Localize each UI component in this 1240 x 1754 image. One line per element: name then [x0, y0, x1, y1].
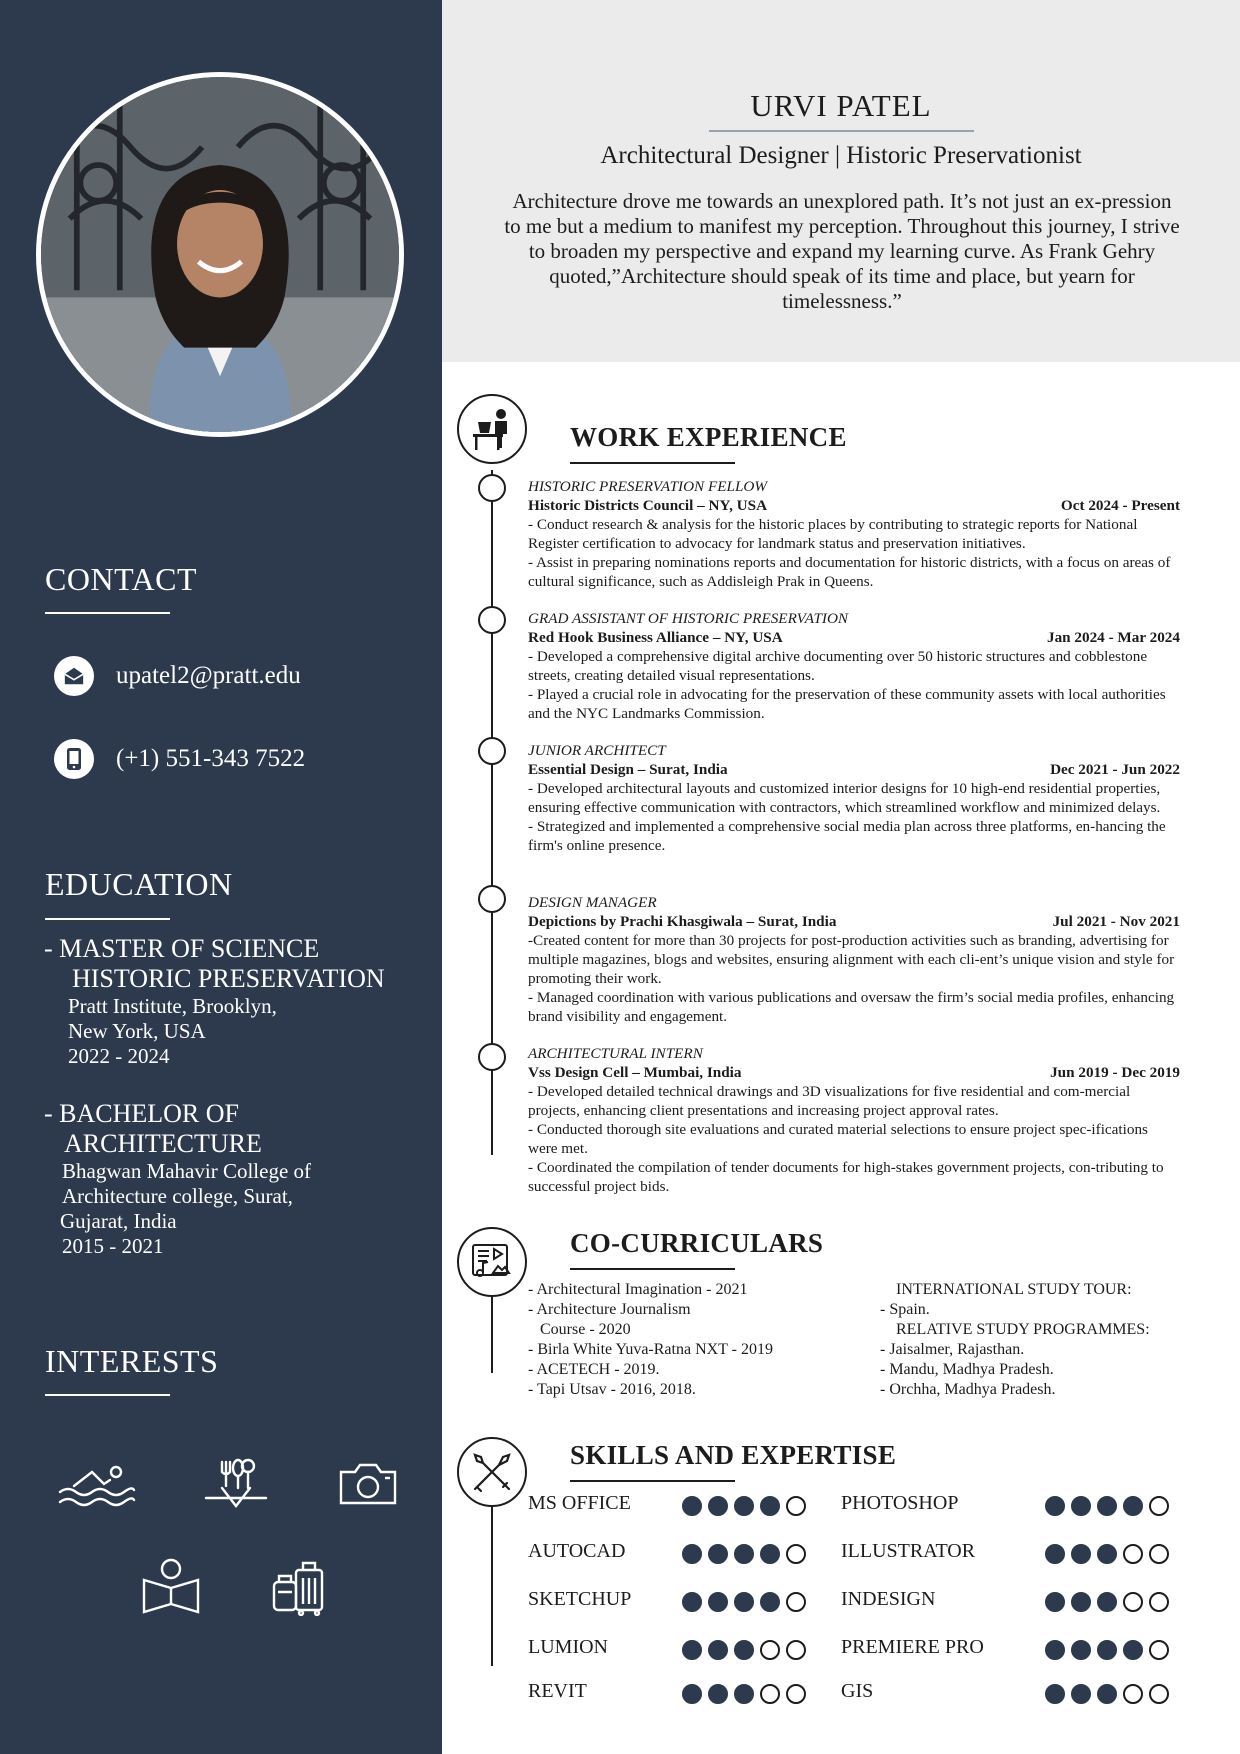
phone-number: (+1) 551-343 7522	[116, 745, 306, 772]
rating-dot-filled	[734, 1496, 754, 1516]
job-entry	[528, 741, 1180, 855]
skills-heading: SKILLS AND EXPERTISE	[570, 1440, 897, 1470]
skill-rating	[1045, 1684, 1169, 1704]
job-organization: Red Hook Business Alliance – NY, USA	[528, 629, 783, 646]
rating-dot-filled	[1071, 1592, 1091, 1612]
rating-dot-filled	[1045, 1684, 1065, 1704]
job-bullet: - Developed a comprehensive digital archive documenting over 50 historic structures and cobblestone streets, creating detailed visual representations.	[528, 648, 1148, 684]
rating-dot-empty	[786, 1496, 806, 1516]
job-bullet: - Coordinated the compilation of tender documents for high-stakes government projects, con-tributing to successful project bids.	[528, 1159, 1164, 1195]
school-name: Bhagwan Mahavir College of	[62, 1159, 312, 1183]
rating-dot-empty	[1149, 1684, 1169, 1704]
rating-dot-filled	[708, 1544, 728, 1564]
skill-name: PHOTOSHOP	[841, 1492, 959, 1514]
rating-dot-filled	[1045, 1544, 1065, 1564]
phone-icon	[54, 739, 94, 779]
job-dates: Jan 2024 - Mar 2024	[1046, 629, 1180, 646]
job-role: HISTORIC PRESERVATION FELLOW	[528, 478, 768, 495]
timeline-dot	[478, 737, 506, 765]
rating-dot-empty	[786, 1684, 806, 1704]
work-desk-icon	[457, 394, 527, 464]
job-organization: Essential Design – Surat, India	[528, 761, 728, 778]
job-dates: Dec 2021 - Jun 2022	[1050, 761, 1180, 778]
rating-dot-empty	[786, 1544, 806, 1564]
job-bullet: - Assist in preparing nominations reports and documentation for historic districts, with a focus on areas of cultural significance, such as Addisleigh Prak in Queens.	[528, 554, 1171, 590]
rating-dot-filled	[1123, 1640, 1143, 1660]
name-underline	[709, 130, 974, 132]
rating-dot-filled	[682, 1496, 702, 1516]
skill-name: ILLUSTRATOR	[841, 1540, 976, 1562]
job-dates: Jun 2019 - Dec 2019	[1050, 1064, 1180, 1081]
rating-dot-filled	[682, 1544, 702, 1564]
school-location: New York, USA	[68, 1019, 206, 1043]
skill-name: PREMIERE PRO	[841, 1636, 984, 1658]
rating-dot-filled	[1123, 1496, 1143, 1516]
skill-name: AUTOCAD	[528, 1540, 626, 1562]
skill-name: LUMION	[528, 1636, 608, 1658]
education-item-masters	[44, 934, 385, 1069]
rating-dot-filled	[760, 1592, 780, 1612]
rating-dot-empty	[1123, 1592, 1143, 1612]
skill-rating	[682, 1496, 806, 1516]
skill-rating	[682, 1640, 806, 1660]
skill-rating	[682, 1544, 806, 1564]
degree-title: - MASTER OF SCIENCE	[44, 934, 320, 963]
cocurricular-list-right: INTERNATIONAL STUDY TOUR: - Spain. RELATIVE STUDY PROGRAMMES: - Jaisalmer, Rajasthan. - Mandu, Madhya Pradesh. - Orchha, Madhya Pradesh.	[880, 1281, 1150, 1398]
rating-dot-empty	[1123, 1544, 1143, 1564]
sidebar	[0, 0, 442, 1754]
rating-dot-empty	[1123, 1684, 1143, 1704]
skill-rating	[682, 1592, 806, 1612]
work-experience-heading: WORK EXPERIENCE	[570, 422, 847, 452]
school-location: Architecture college, Surat,	[62, 1184, 293, 1208]
rating-dot-filled	[1071, 1640, 1091, 1660]
rating-dot-filled	[734, 1544, 754, 1564]
degree-title: - BACHELOR OF	[44, 1099, 240, 1128]
job-dates: Oct 2024 - Present	[1060, 497, 1180, 514]
job-entry	[528, 1044, 1180, 1196]
rating-dot-filled	[1071, 1496, 1091, 1516]
job-bullet: - Managed coordination with various publications and oversaw the firm’s social media profiles, enhancing brand visibility and engagement.	[528, 989, 1175, 1025]
job-bullet: -Created content for more than 30 projects for post-production activities such as branding, advertising for multiple magazines, blogs and websites, ensuring alignment with each cli-ent’s unique vision and style for promoting their work.	[528, 932, 1175, 987]
rating-dot-filled	[760, 1544, 780, 1564]
job-bullet: - Played a crucial role in advocating for the preservation of these community assets with local authorities and the NYC Landmarks Commission.	[528, 686, 1166, 722]
rating-dot-filled	[734, 1684, 754, 1704]
timeline-dot	[478, 474, 506, 502]
education-heading: EDUCATION	[45, 866, 233, 902]
interests-heading: INTERESTS	[45, 1343, 219, 1379]
job-entry	[528, 477, 1180, 591]
rating-dot-filled	[682, 1684, 702, 1704]
rating-dot-filled	[1097, 1592, 1117, 1612]
timeline-dot	[478, 885, 506, 913]
cocurricular-rule	[570, 1268, 735, 1270]
skill-name: REVIT	[528, 1680, 587, 1702]
rating-dot-filled	[760, 1496, 780, 1516]
rating-dot-filled	[1045, 1496, 1065, 1516]
education-years: 2015 - 2021	[62, 1234, 164, 1258]
skill-name: INDESIGN	[841, 1588, 936, 1610]
skill-name: GIS	[841, 1680, 874, 1702]
work-experience-rule	[570, 462, 735, 464]
skill-rating	[1045, 1640, 1169, 1660]
email-link[interactable]: upatel2@pratt.edu	[116, 662, 301, 689]
job-role: ARCHITECTURAL INTERN	[528, 1045, 703, 1062]
rating-dot-filled	[1097, 1496, 1117, 1516]
school-name: Pratt Institute, Brooklyn,	[68, 994, 277, 1018]
job-role: DESIGN MANAGER	[528, 894, 657, 911]
interests-heading-rule	[45, 1394, 170, 1396]
rating-dot-empty	[786, 1592, 806, 1612]
rating-dot-empty	[1149, 1496, 1169, 1516]
cocurricular-heading: CO-CURRICULARS	[570, 1228, 824, 1258]
job-dates: Jul 2021 - Nov 2021	[1052, 913, 1180, 930]
rating-dot-empty	[760, 1684, 780, 1704]
travel-icon	[270, 1558, 326, 1616]
camera-icon	[338, 1460, 398, 1506]
job-organization: Depictions by Prachi Khasgiwala – Surat, India	[528, 913, 837, 930]
education-heading-rule	[45, 918, 170, 920]
rating-dot-filled	[734, 1592, 754, 1612]
skill-rating	[1045, 1496, 1169, 1516]
reading-icon	[141, 1558, 201, 1616]
contact-heading-rule	[45, 612, 170, 614]
education-years: 2022 - 2024	[68, 1044, 170, 1068]
rating-dot-empty	[1149, 1544, 1169, 1564]
job-bullet: - Developed detailed technical drawings and 3D visualizations for five residential and com-mercial projects, enhancing client presentations and increasing project approval rates.	[528, 1083, 1131, 1119]
timeline-dot	[478, 606, 506, 634]
bio-paragraph: Architecture drove me towards an unexplored path. It’s not just an ex-pression to me but a medium to manifest my perception. Throughout this journey, I strive to broaden my perspective and expand my learning curve. As Frank Gehry quoted,”Architecture should speak of its time and place, but yearn for timelessness.”	[504, 189, 1180, 313]
cocurricular-list-left: - Architectural Imagination - 2021 - Architecture Journalism Course - 2020 - Birla White Yuva-Ratna NXT - 2019 - ACETECH - 2019. - Tapi Utsav - 2016, 2018.	[528, 1281, 773, 1398]
rating-dot-filled	[708, 1592, 728, 1612]
rating-dot-filled	[734, 1640, 754, 1660]
timeline-dot	[478, 1043, 506, 1071]
cooking-icon	[204, 1458, 268, 1510]
contact-phone	[54, 737, 305, 781]
job-bullet: - Developed architectural layouts and customized interior designs for 10 high-end residential properties, ensuring effective communication with contractors, which streamlined workflow and minimized delays.	[528, 780, 1161, 816]
skill-rating	[1045, 1544, 1169, 1564]
job-title: Architectural Designer | Historic Preservationist	[600, 142, 1082, 169]
rating-dot-filled	[1097, 1640, 1117, 1660]
design-tools-icon	[457, 1437, 527, 1507]
rating-dot-filled	[682, 1592, 702, 1612]
rating-dot-empty	[1149, 1592, 1169, 1612]
job-bullet: - Conduct research & analysis for the historic places by contributing to strategic reports for National Register certification to advocacy for landmark status and preservation initiatives.	[528, 516, 1138, 552]
media-board-icon	[457, 1227, 527, 1297]
job-entry	[528, 893, 1180, 1026]
rating-dot-filled	[1097, 1684, 1117, 1704]
job-bullet: - Strategized and implemented a comprehensive social media plan across three platforms, en-hancing the firm's online presence.	[528, 818, 1166, 854]
rating-dot-empty	[1149, 1640, 1169, 1660]
rating-dot-filled	[682, 1640, 702, 1660]
rating-dot-filled	[708, 1496, 728, 1516]
skills-rule	[570, 1480, 735, 1482]
skill-name: MS OFFICE	[528, 1492, 631, 1514]
rating-dot-empty	[786, 1640, 806, 1660]
swimming-icon	[58, 1462, 136, 1510]
degree-title-continued: ARCHITECTURE	[64, 1129, 262, 1158]
education-item-bachelors	[44, 1099, 311, 1259]
job-bullet: - Conducted thorough site evaluations and curated material selections to ensure project spec-ifications were met.	[528, 1121, 1148, 1157]
job-role: GRAD ASSISTANT OF HISTORIC PRESERVATION	[528, 610, 849, 627]
job-organization: Vss Design Cell – Mumbai, India	[528, 1064, 742, 1081]
contact-email	[54, 654, 301, 698]
job-organization: Historic Districts Council – NY, USA	[528, 497, 768, 514]
header-panel	[442, 0, 1240, 362]
rating-dot-filled	[1071, 1684, 1091, 1704]
contact-heading: CONTACT	[45, 561, 198, 597]
skill-rating	[1045, 1592, 1169, 1612]
candidate-name: URVI PATEL	[750, 88, 932, 123]
job-entry	[528, 609, 1180, 723]
rating-dot-filled	[1097, 1544, 1117, 1564]
profile-photo	[36, 72, 404, 437]
rating-dot-filled	[1045, 1640, 1065, 1660]
envelope-icon	[54, 656, 94, 696]
rating-dot-filled	[1071, 1544, 1091, 1564]
job-role: JUNIOR ARCHITECT	[528, 742, 666, 759]
skill-rating	[682, 1684, 806, 1704]
rating-dot-filled	[1045, 1592, 1065, 1612]
rating-dot-empty	[760, 1640, 780, 1660]
school-state: Gujarat, India	[60, 1209, 177, 1233]
rating-dot-filled	[708, 1640, 728, 1660]
skill-name: SKETCHUP	[528, 1588, 632, 1610]
rating-dot-filled	[708, 1684, 728, 1704]
degree-title-continued: HISTORIC PRESERVATION	[72, 964, 385, 993]
